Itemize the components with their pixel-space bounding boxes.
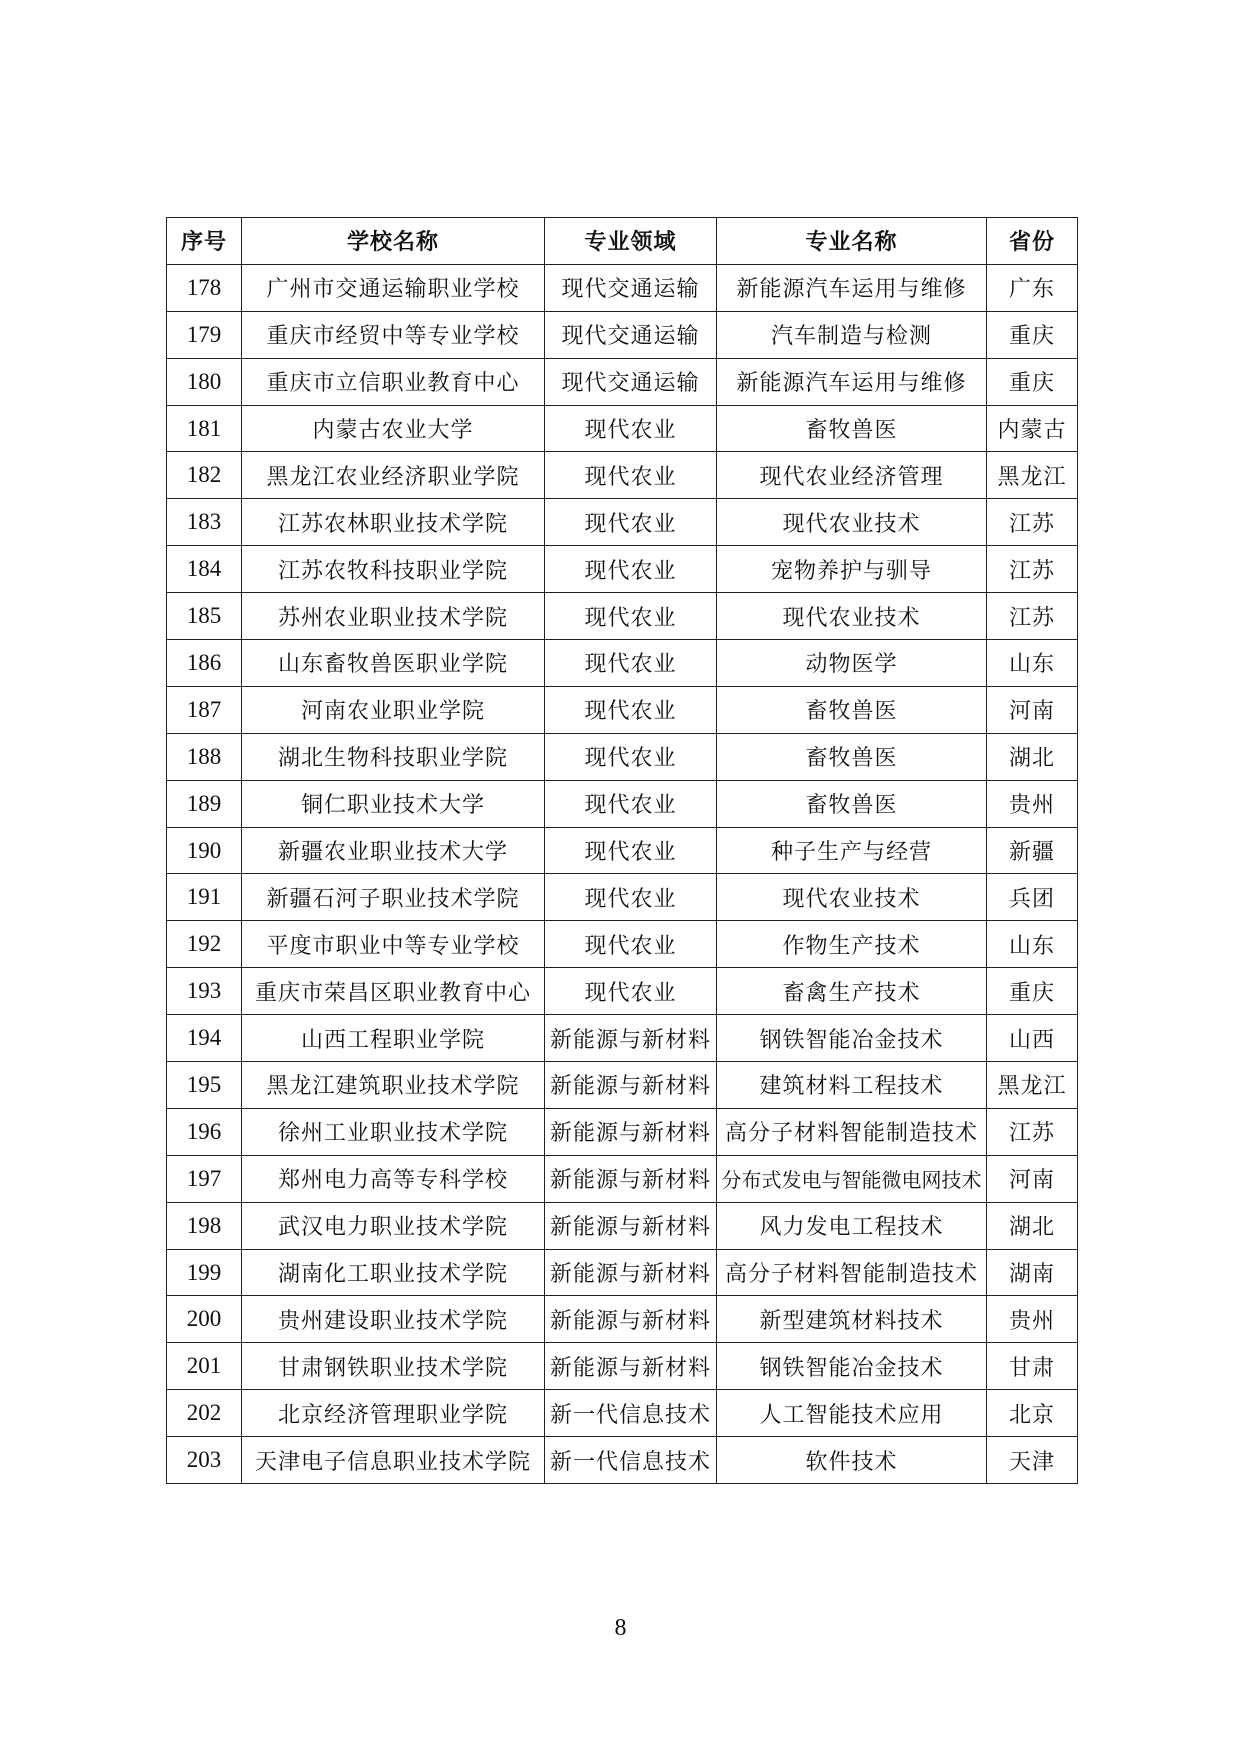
table-body xyxy=(167,264,1078,1483)
table-row xyxy=(167,733,1078,780)
province-cell: 重庆 xyxy=(987,968,1078,1015)
serial-cell: 191 xyxy=(167,874,242,921)
province-cell: 黑龙江 xyxy=(987,1062,1078,1109)
school-cell: 武汉电力职业技术学院 xyxy=(242,1202,545,1249)
serial-cell: 180 xyxy=(167,358,242,405)
province-cell: 内蒙古 xyxy=(987,405,1078,452)
field-cell: 新能源与新材料 xyxy=(545,1343,717,1390)
school-cell: 黑龙江建筑职业技术学院 xyxy=(242,1062,545,1109)
table-row xyxy=(167,1015,1078,1062)
major-cell: 作物生产技术 xyxy=(717,921,987,968)
school-cell: 内蒙古农业大学 xyxy=(242,405,545,452)
major-cell: 现代农业技术 xyxy=(717,499,987,546)
field-cell: 新能源与新材料 xyxy=(545,1015,717,1062)
school-cell: 铜仁职业技术大学 xyxy=(242,780,545,827)
serial-cell: 202 xyxy=(167,1390,242,1437)
field-cell: 新能源与新材料 xyxy=(545,1155,717,1202)
major-cell: 畜牧兽医 xyxy=(717,405,987,452)
school-cell: 平度市职业中等专业学校 xyxy=(242,921,545,968)
school-cell: 江苏农林职业技术学院 xyxy=(242,499,545,546)
table-row xyxy=(167,452,1078,499)
major-cell: 畜禽生产技术 xyxy=(717,968,987,1015)
serial-cell: 192 xyxy=(167,921,242,968)
table-row xyxy=(167,1249,1078,1296)
serial-cell: 183 xyxy=(167,499,242,546)
field-cell: 新能源与新材料 xyxy=(545,1062,717,1109)
school-cell: 甘肃钢铁职业技术学院 xyxy=(242,1343,545,1390)
major-cell: 高分子材料智能制造技术 xyxy=(717,1249,987,1296)
field-cell: 新一代信息技术 xyxy=(545,1390,717,1437)
table-row xyxy=(167,780,1078,827)
school-cell: 河南农业职业学院 xyxy=(242,686,545,733)
province-cell: 山东 xyxy=(987,640,1078,687)
serial-cell: 188 xyxy=(167,733,242,780)
province-cell: 山西 xyxy=(987,1015,1078,1062)
major-cell: 现代农业经济管理 xyxy=(717,452,987,499)
table-row xyxy=(167,1390,1078,1437)
serial-cell: 185 xyxy=(167,593,242,640)
header-major: 专业名称 xyxy=(717,218,987,265)
school-cell: 江苏农牧科技职业学院 xyxy=(242,546,545,593)
major-cell: 新能源汽车运用与维修 xyxy=(717,264,987,311)
field-cell: 现代农业 xyxy=(545,874,717,921)
table-row xyxy=(167,1437,1078,1484)
province-cell: 贵州 xyxy=(987,780,1078,827)
serial-cell: 196 xyxy=(167,1108,242,1155)
field-cell: 现代农业 xyxy=(545,733,717,780)
field-cell: 现代农业 xyxy=(545,968,717,1015)
field-cell: 现代交通运输 xyxy=(545,311,717,358)
table-row xyxy=(167,827,1078,874)
field-cell: 新能源与新材料 xyxy=(545,1296,717,1343)
table-header xyxy=(167,218,1078,265)
province-cell: 贵州 xyxy=(987,1296,1078,1343)
serial-cell: 194 xyxy=(167,1015,242,1062)
table-row xyxy=(167,358,1078,405)
serial-cell: 186 xyxy=(167,640,242,687)
field-cell: 现代农业 xyxy=(545,827,717,874)
school-cell: 广州市交通运输职业学校 xyxy=(242,264,545,311)
table-row xyxy=(167,499,1078,546)
header-school: 学校名称 xyxy=(242,218,545,265)
serial-cell: 184 xyxy=(167,546,242,593)
major-cell: 风力发电工程技术 xyxy=(717,1202,987,1249)
field-cell: 现代农业 xyxy=(545,593,717,640)
serial-cell: 182 xyxy=(167,452,242,499)
serial-cell: 181 xyxy=(167,405,242,452)
province-cell: 江苏 xyxy=(987,499,1078,546)
field-cell: 现代农业 xyxy=(545,499,717,546)
school-cell: 新疆农业职业技术大学 xyxy=(242,827,545,874)
major-cell: 高分子材料智能制造技术 xyxy=(717,1108,987,1155)
header-row xyxy=(167,218,1078,265)
school-cell: 山西工程职业学院 xyxy=(242,1015,545,1062)
serial-cell: 193 xyxy=(167,968,242,1015)
province-cell: 新疆 xyxy=(987,827,1078,874)
major-cell: 种子生产与经营 xyxy=(717,827,987,874)
table-row xyxy=(167,1343,1078,1390)
field-cell: 现代农业 xyxy=(545,686,717,733)
school-cell: 重庆市荣昌区职业教育中心 xyxy=(242,968,545,1015)
table-row xyxy=(167,874,1078,921)
school-cell: 郑州电力高等专科学校 xyxy=(242,1155,545,1202)
field-cell: 现代交通运输 xyxy=(545,358,717,405)
serial-cell: 178 xyxy=(167,264,242,311)
school-cell: 天津电子信息职业技术学院 xyxy=(242,1437,545,1484)
field-cell: 现代农业 xyxy=(545,921,717,968)
major-cell: 新能源汽车运用与维修 xyxy=(717,358,987,405)
school-cell: 湖南化工职业技术学院 xyxy=(242,1249,545,1296)
table-row xyxy=(167,1155,1078,1202)
field-cell: 现代农业 xyxy=(545,780,717,827)
school-cell: 徐州工业职业技术学院 xyxy=(242,1108,545,1155)
major-cell: 畜牧兽医 xyxy=(717,780,987,827)
table-row xyxy=(167,968,1078,1015)
major-cell: 钢铁智能冶金技术 xyxy=(717,1343,987,1390)
school-cell: 新疆石河子职业技术学院 xyxy=(242,874,545,921)
schools-table xyxy=(166,217,1078,1484)
table-row xyxy=(167,640,1078,687)
school-cell: 重庆市立信职业教育中心 xyxy=(242,358,545,405)
province-cell: 江苏 xyxy=(987,593,1078,640)
school-cell: 重庆市经贸中等专业学校 xyxy=(242,311,545,358)
province-cell: 北京 xyxy=(987,1390,1078,1437)
major-cell: 软件技术 xyxy=(717,1437,987,1484)
header-serial: 序号 xyxy=(167,218,242,265)
serial-cell: 179 xyxy=(167,311,242,358)
table-row xyxy=(167,546,1078,593)
province-cell: 广东 xyxy=(987,264,1078,311)
school-cell: 北京经济管理职业学院 xyxy=(242,1390,545,1437)
major-cell: 汽车制造与检测 xyxy=(717,311,987,358)
serial-cell: 199 xyxy=(167,1249,242,1296)
province-cell: 山东 xyxy=(987,921,1078,968)
province-cell: 河南 xyxy=(987,686,1078,733)
school-cell: 山东畜牧兽医职业学院 xyxy=(242,640,545,687)
table-row xyxy=(167,1108,1078,1155)
province-cell: 重庆 xyxy=(987,311,1078,358)
province-cell: 湖南 xyxy=(987,1249,1078,1296)
serial-cell: 201 xyxy=(167,1343,242,1390)
table-row xyxy=(167,264,1078,311)
province-cell: 甘肃 xyxy=(987,1343,1078,1390)
header-province: 省份 xyxy=(987,218,1078,265)
serial-cell: 197 xyxy=(167,1155,242,1202)
major-cell: 人工智能技术应用 xyxy=(717,1390,987,1437)
table-row xyxy=(167,686,1078,733)
province-cell: 湖北 xyxy=(987,1202,1078,1249)
major-cell: 分布式发电与智能微电网技术 xyxy=(717,1155,987,1202)
table-row xyxy=(167,1062,1078,1109)
field-cell: 新能源与新材料 xyxy=(545,1108,717,1155)
major-cell: 新型建筑材料技术 xyxy=(717,1296,987,1343)
province-cell: 兵团 xyxy=(987,874,1078,921)
field-cell: 新能源与新材料 xyxy=(545,1249,717,1296)
school-cell: 苏州农业职业技术学院 xyxy=(242,593,545,640)
table-row xyxy=(167,593,1078,640)
field-cell: 现代农业 xyxy=(545,546,717,593)
page-number: 8 xyxy=(614,1615,627,1641)
province-cell: 黑龙江 xyxy=(987,452,1078,499)
field-cell: 新一代信息技术 xyxy=(545,1437,717,1484)
school-cell: 黑龙江农业经济职业学院 xyxy=(242,452,545,499)
serial-cell: 203 xyxy=(167,1437,242,1484)
field-cell: 现代交通运输 xyxy=(545,264,717,311)
field-cell: 现代农业 xyxy=(545,640,717,687)
major-cell: 宠物养护与驯导 xyxy=(717,546,987,593)
province-cell: 河南 xyxy=(987,1155,1078,1202)
province-cell: 湖北 xyxy=(987,733,1078,780)
major-cell: 畜牧兽医 xyxy=(717,686,987,733)
major-cell: 钢铁智能冶金技术 xyxy=(717,1015,987,1062)
major-cell: 建筑材料工程技术 xyxy=(717,1062,987,1109)
province-cell: 江苏 xyxy=(987,546,1078,593)
field-cell: 现代农业 xyxy=(545,452,717,499)
serial-cell: 187 xyxy=(167,686,242,733)
table-row xyxy=(167,1296,1078,1343)
table-row xyxy=(167,311,1078,358)
serial-cell: 190 xyxy=(167,827,242,874)
serial-cell: 200 xyxy=(167,1296,242,1343)
field-cell: 现代农业 xyxy=(545,405,717,452)
serial-cell: 189 xyxy=(167,780,242,827)
major-cell: 现代农业技术 xyxy=(717,874,987,921)
major-cell: 动物医学 xyxy=(717,640,987,687)
serial-cell: 195 xyxy=(167,1062,242,1109)
major-cell: 畜牧兽医 xyxy=(717,733,987,780)
table-row xyxy=(167,1202,1078,1249)
table-row xyxy=(167,405,1078,452)
school-cell: 湖北生物科技职业学院 xyxy=(242,733,545,780)
field-cell: 新能源与新材料 xyxy=(545,1202,717,1249)
header-field: 专业领域 xyxy=(545,218,717,265)
province-cell: 江苏 xyxy=(987,1108,1078,1155)
major-cell: 现代农业技术 xyxy=(717,593,987,640)
table-row xyxy=(167,921,1078,968)
school-cell: 贵州建设职业技术学院 xyxy=(242,1296,545,1343)
province-cell: 重庆 xyxy=(987,358,1078,405)
serial-cell: 198 xyxy=(167,1202,242,1249)
province-cell: 天津 xyxy=(987,1437,1078,1484)
